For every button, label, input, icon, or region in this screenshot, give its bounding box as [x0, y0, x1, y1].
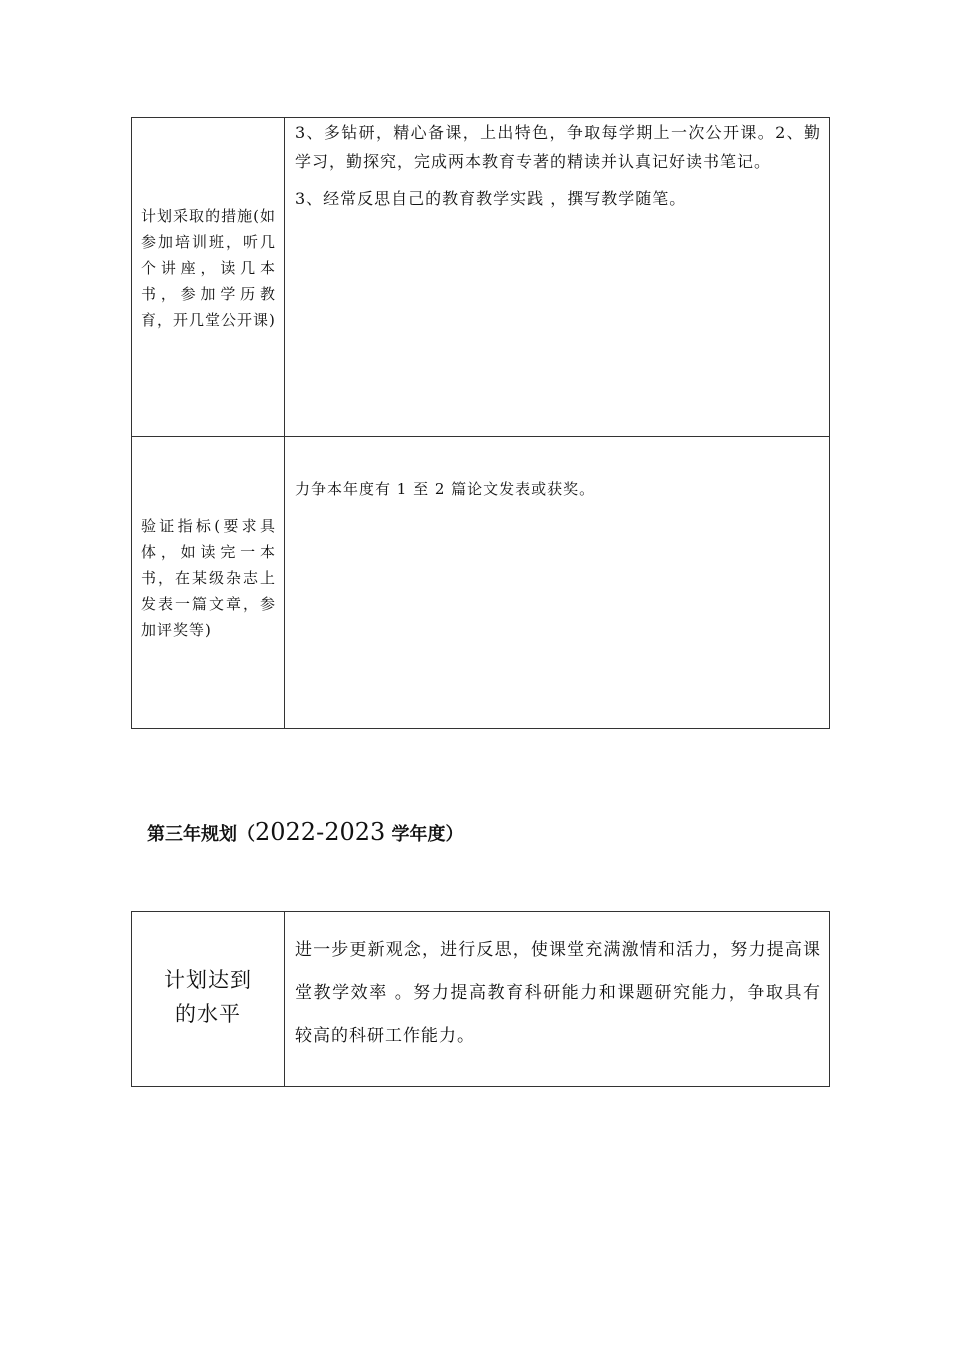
- label-cell-target-level: [132, 912, 285, 1087]
- target-level-content: 进一步更新观念，进行反思，使课堂充满激情和活力，努力提高课堂教学效率 。努力提高教育科研能力和课题研究能力，争取具有较高的科研工作能力。: [295, 940, 821, 1046]
- measures-label: 计划采取的措施(如参加培训班，听几个讲座，读几本书，参加学历教育，开几堂公开课): [141, 207, 276, 329]
- plan-table-measures: [131, 117, 830, 729]
- measures-paragraph-2: 3、经常反思自己的教育教学实践 ，撰写教学随笔。: [295, 189, 687, 208]
- measures-paragraph-1: 3、多钻研，精心备课，上出特色，争取每学期上一次公开课。2、勤学习，勤探究，完成两本教育专著的精读并认真记好读书笔记。: [295, 123, 821, 171]
- content-cell-target-level: [285, 912, 830, 1087]
- target-level-label-line2: 的水平: [175, 1002, 241, 1026]
- indicators-label: 验证指标(要求具体，如读完一本书，在某级杂志上发表一篇文章，参加评奖等): [141, 516, 276, 639]
- label-cell-indicators: [132, 437, 285, 729]
- heading-prefix: 第三年规划（: [147, 824, 255, 845]
- section-heading-third-year: [147, 818, 464, 846]
- heading-suffix: 学年度）: [385, 824, 464, 845]
- content-cell-indicators: [285, 437, 830, 729]
- heading-years: 2022-2023: [255, 818, 386, 846]
- indicators-content: 力争本年度有 1 至 2 篇论文发表或获奖。: [295, 480, 596, 498]
- label-cell-measures: [132, 118, 285, 437]
- table-row-target-level: [132, 912, 830, 1087]
- target-level-label: [164, 963, 252, 1031]
- table-row-indicators: [132, 437, 830, 729]
- plan-table-target-level: [131, 911, 830, 1087]
- table-row-measures: [132, 118, 830, 437]
- target-level-label-line1: 计划达到: [164, 968, 252, 992]
- content-cell-measures: [285, 118, 830, 437]
